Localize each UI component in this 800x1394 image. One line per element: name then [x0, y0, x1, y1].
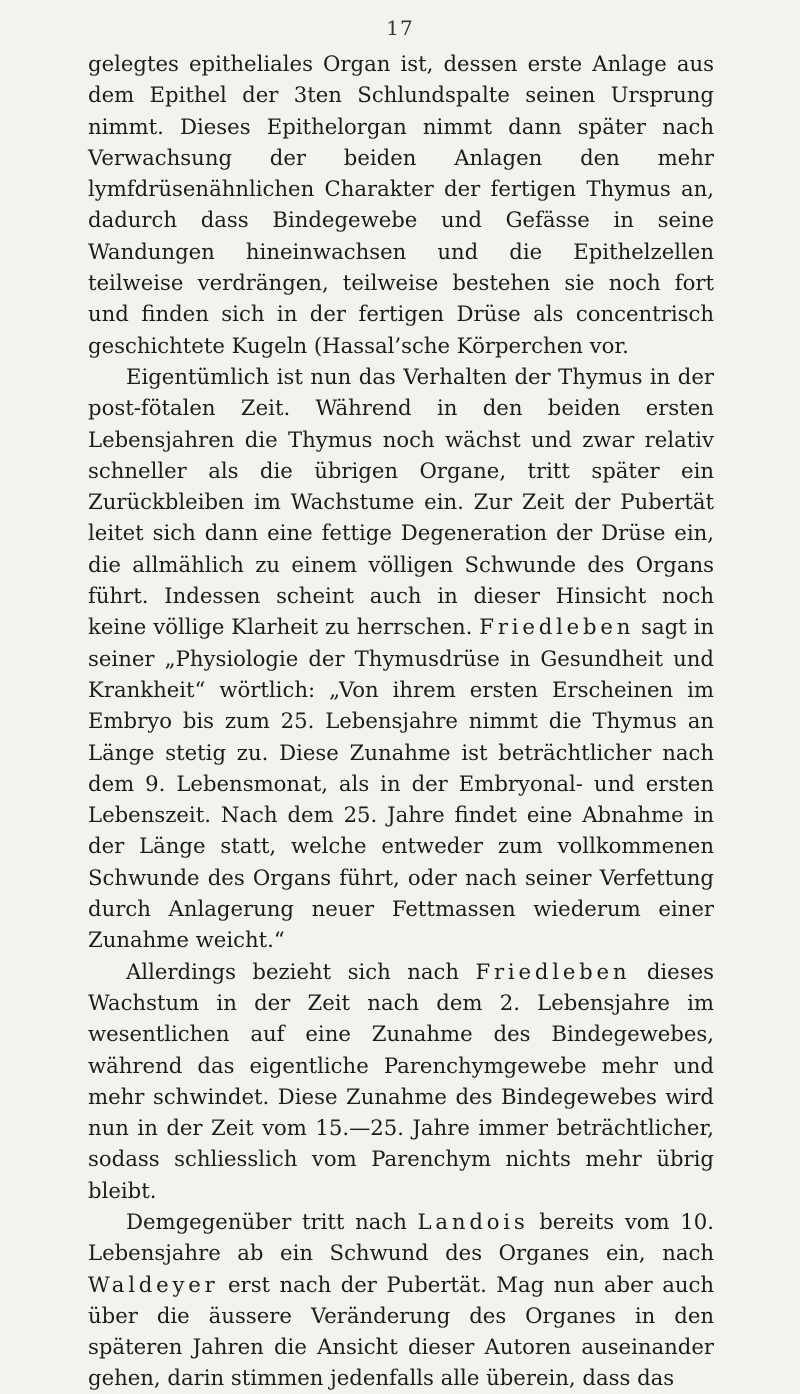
text-run: erst nach der Pubertät. Mag nun aber auch über die äussere Veränderung des Organes in den späteren Jahren die Ansicht dieser Autoren auseinander gehen, darin stimmen jedenfalls alle überein, dass das [88, 1271, 714, 1391]
text-run: bereits vom 10. Lebensjahre ab ein Schwund des Organes ein, nach [88, 1208, 714, 1266]
author-name-friedleben: Friedleben [475, 958, 631, 984]
author-name-friedleben: Friedleben [479, 614, 635, 640]
text-run: sagt in seiner „Physiologie der Thymusdrüse in Gesundheit und Krankheit“ wörtlich: „Von ihrem ersten Erscheinen im Embryo bis zum 25. Lebensjahre nimmt die Thymus an Länge stetig zu. Diese Zunahme ist beträchtlicher nach dem 9. Lebensmonat, als in der Embryonal- und ersten Lebenszeit. Nach dem 25. Jahre findet eine Abnahme in der Länge statt, welche entweder zum vollkommenen Schwunde des Organs führt, oder nach seiner Verfettung durch Anlagerung neuer Fettmassen wiederum einer Zunahme weicht.“ [88, 614, 714, 953]
text-run: Allerdings bezieht sich nach [126, 958, 476, 984]
paragraph-4 [88, 1206, 714, 1394]
author-name-waldeyer: Waldeyer [88, 1271, 219, 1297]
paragraph-1 [88, 48, 714, 361]
text-run: Eigentümlich ist nun das Verhalten der Thymus in der post-fötalen Zeit. Während in den beiden ersten Lebensjahren die Thymus noch wächst und zwar relativ schneller als die übrigen Organe, tritt später ein Zurückbleiben im Wachstume ein. Zur Zeit der Pubertät leitet sich dann eine fettige Degeneration der Drüse ein, die allmählich zu einem völligen Schwunde des Organs führt. Indessen scheint auch in dieser Hinsicht noch keine völlige Klarheit zu herrschen. [88, 363, 714, 640]
page-number: 17 [386, 16, 414, 40]
text-run: gelegtes epitheliales Organ ist, dessen erste Anlage aus dem Epithel der 3ten Schlundspalte seinen Ursprung nimmt. Dieses Epithelorgan nimmt dann später nach Verwachsung der beiden Anlagen den mehr lymfdrüsenähnlichen Charakter der fertigen Thymus an, dadurch dass Bindegewebe und Gefässe in seine Wandungen hineinwachsen und die Epithelzellen teilweise verdrängen, teilweise bestehen sie noch fort und finden sich in der fertigen Drüse als concentrisch geschichtete Kugeln (Hassal’sche Körperchen vor. [88, 51, 714, 358]
author-name-landois: Landois [417, 1208, 529, 1234]
paragraph-2 [88, 361, 714, 956]
text-run: Demgegenüber tritt nach [126, 1208, 418, 1234]
text-run: dieses Wachstum in der Zeit nach dem 2. Lebensjahre im wesentlichen auf eine Zunahme des Bindegewebes, während das eigentliche Parenchymgewebe mehr und mehr schwindet. Diese Zunahme des Bindegewebes wird nun in der Zeit vom 15.—25. Jahre immer beträchtlicher, sodass schliesslich vom Parenchym nichts mehr übrig bleibt. [88, 958, 714, 1203]
body-text [88, 48, 714, 1394]
paragraph-3 [88, 956, 714, 1206]
